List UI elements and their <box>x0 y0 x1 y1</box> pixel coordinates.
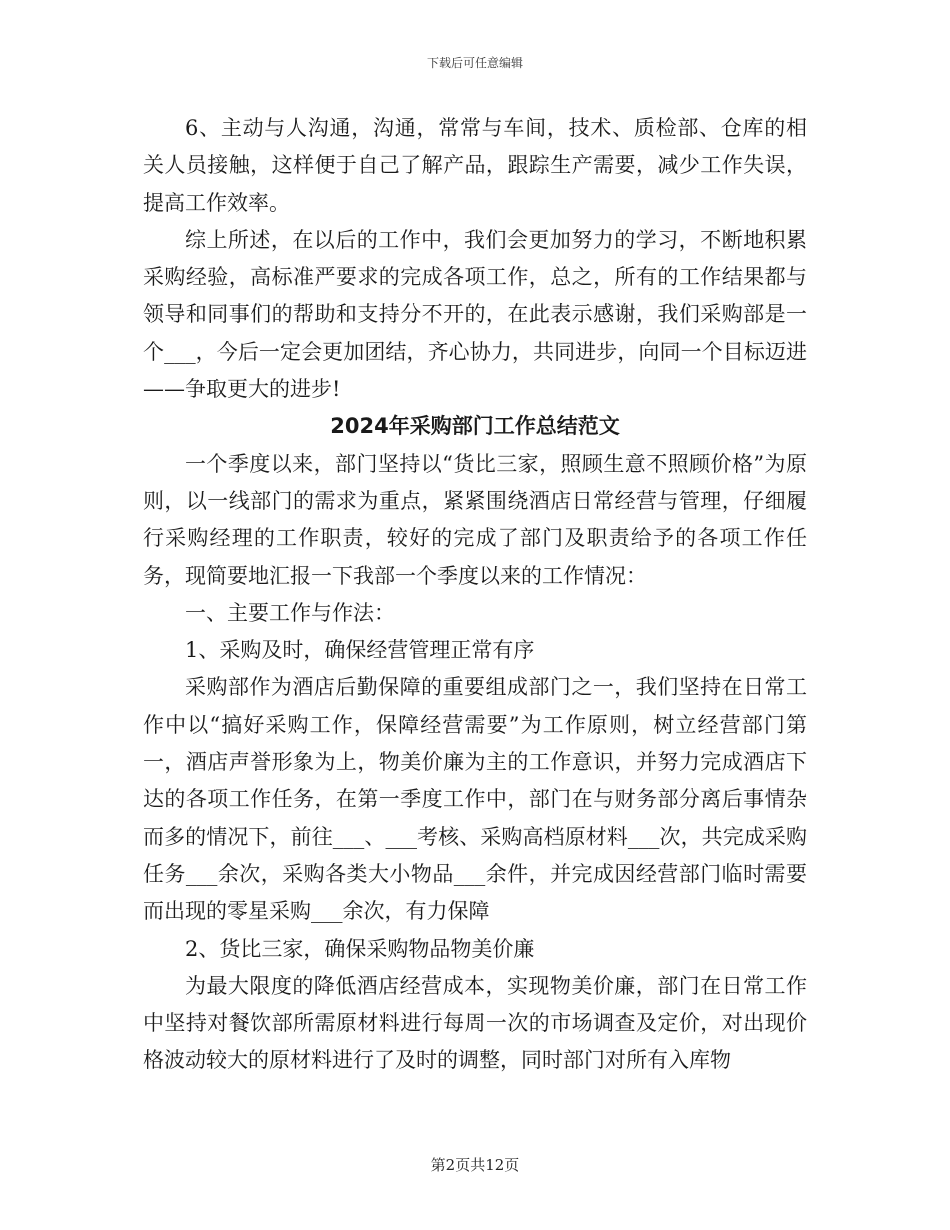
subsection-heading: 1、采购及时，确保经营管理正常有序 <box>185 638 535 663</box>
subsection-heading: 2、货比三家，确保采购物品物美价廉 <box>185 936 535 961</box>
body-paragraph: 采购部作为酒店后勤保障的重要组成部门之一，我们坚持在日常工作中以“搞好采购工作，保障经营需要”为工作原则，树立经营部门第一，酒店声誉形象为上，物美价廉为主的工作意识，并努力完成酒店下达的各项工作任务，在第一季度工作中，部门在与财务部分离后事情杂而多的情况下，前往___、___考核、采购高档原材料___次，共完成采购任务___余次，采购各类大小物品___余件，并完成因经营部门临时需要而出现的零星采购___余次，有力保障 <box>143 675 807 924</box>
body-paragraph: 6、主动与人沟通，沟通，常常与车间，技术、质检部、仓库的相关人员接触，这样便于自己了解产品，跟踪生产需要，减少工作失误，提高工作效率。 <box>143 116 807 215</box>
section-heading: 一、主要工作与作法： <box>185 600 395 625</box>
body-paragraph: 一个季度以来，部门坚持以“货比三家，照顾生意不照顾价格”为原则，以一线部门的需求为重点，紧紧围绕酒店日常经营与管理，仔细履行采购经理的工作职责，较好的完成了部门及职责给予的各项工作任务，现简要地汇报一下我部一个季度以来的工作情况： <box>143 451 807 588</box>
body-paragraph: 综上所述，在以后的工作中，我们会更加努力的学习，不断地积累采购经验，高标准严要求的完成各项工作，总之，所有的工作结果都与领导和同事们的帮助和支持分不开的，在此表示感谢，我们采购部是一个___，今后一定会更加团结，齐心协力，共同进步，向同一个目标迈进——争取更大的进步! <box>143 227 807 402</box>
page-number: 第2页共12页 <box>430 1156 520 1174</box>
section-title: 2024年采购部门工作总结范文 <box>330 414 620 439</box>
body-paragraph: 为最大限度的降低酒店经营成本，实现物美价廉，部门在日常工作中坚持对餐饮部所需原材料进行每周一次的市场调查及定价，对出现价格波动较大的原材料进行了及时的调整，同时部门对所有入库物 <box>143 973 807 1073</box>
page-header-note: 下载后可任意编辑 <box>426 56 523 70</box>
document-body <box>143 110 807 1080</box>
